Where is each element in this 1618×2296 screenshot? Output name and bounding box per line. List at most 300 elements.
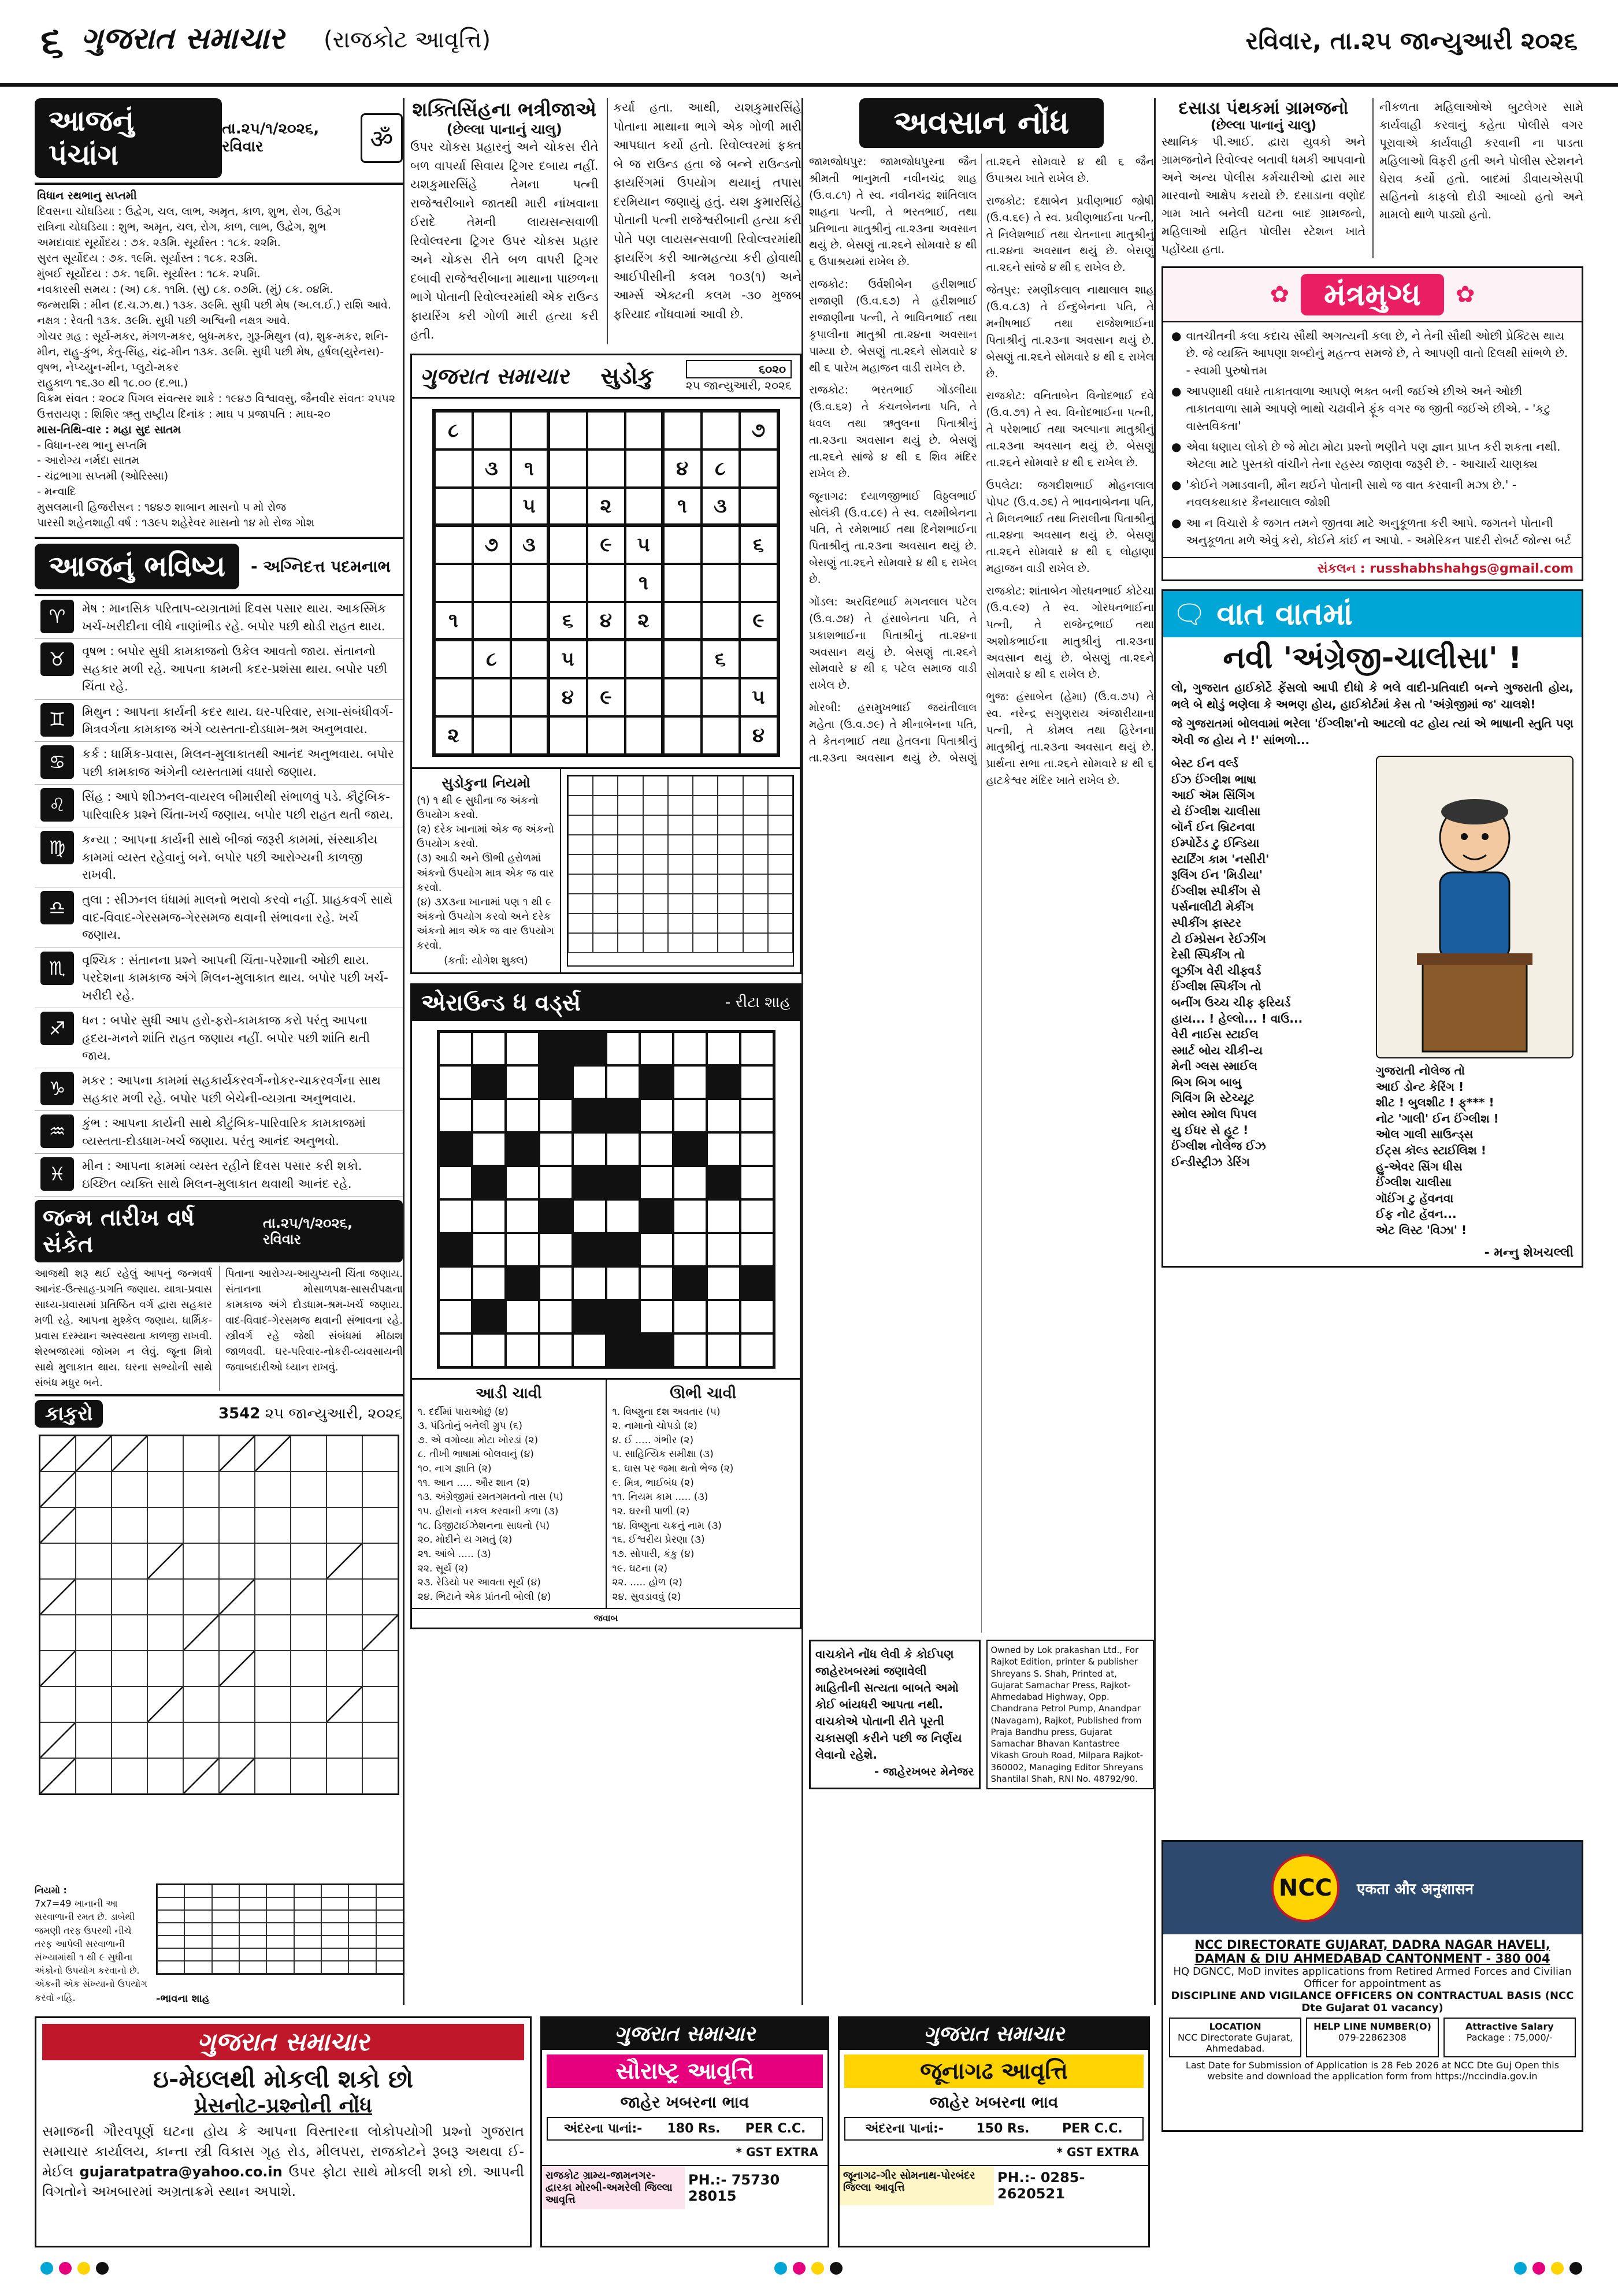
- sudoku-cell[interactable]: [625, 678, 663, 716]
- sudoku-cell[interactable]: [587, 564, 625, 602]
- kakuro-cell[interactable]: [183, 1507, 219, 1543]
- crossword-cell[interactable]: [472, 1233, 506, 1266]
- kakuro-cell[interactable]: [219, 1722, 255, 1758]
- crossword-cell[interactable]: [539, 1132, 573, 1166]
- crossword-cell[interactable]: [439, 1032, 472, 1065]
- crossword-cell[interactable]: [673, 1199, 707, 1233]
- kakuro-cell[interactable]: [76, 1507, 112, 1543]
- kakuro-answer-cell: [348, 1948, 376, 1961]
- sudoku-cell[interactable]: [587, 449, 625, 488]
- sudoku-cell[interactable]: ૬: [549, 602, 587, 640]
- scorpio-icon: ♏: [40, 952, 74, 985]
- sudoku-rule: (૧) ૧ થી ૯ સુધીના જ અંકનો ઉપયોગ કરવો.: [417, 794, 539, 821]
- crossword-cell[interactable]: [573, 1065, 606, 1099]
- sudoku-cell[interactable]: [702, 526, 740, 564]
- kakuro-cell[interactable]: [255, 1686, 291, 1722]
- sudoku-cell[interactable]: ૮: [702, 449, 740, 488]
- crossword-cell[interactable]: [640, 1166, 673, 1199]
- kakuro-cell[interactable]: [112, 1686, 147, 1722]
- crossword-cell[interactable]: [740, 1166, 774, 1199]
- crossword-cell[interactable]: [439, 1099, 472, 1132]
- sudoku-cell[interactable]: [625, 449, 663, 488]
- crossword-cell[interactable]: [606, 1132, 640, 1166]
- sudoku-cell[interactable]: ૬: [702, 640, 740, 678]
- crossword-cell[interactable]: [573, 1199, 606, 1233]
- crossword-cell[interactable]: [673, 1099, 707, 1132]
- crossword-cell[interactable]: [506, 1233, 539, 1266]
- kakuro-cell[interactable]: [112, 1543, 147, 1579]
- sudoku-cell[interactable]: [473, 716, 511, 755]
- crossword-cell[interactable]: [673, 1233, 707, 1266]
- sudoku-cell[interactable]: [740, 449, 778, 488]
- sudoku-cell[interactable]: ૨: [587, 488, 625, 526]
- sudoku-cell[interactable]: [473, 564, 511, 602]
- crossword-cell[interactable]: [439, 1300, 472, 1333]
- across-clue: ૭. એ વગોવ્યા મોટા ખોરડાં (૨): [418, 1434, 539, 1446]
- panchang-line: - ચંદ્રભાગા સપ્તમી (ઓરિસ્સા): [37, 470, 169, 483]
- sudoku-answer-cell: [718, 796, 743, 815]
- down-clue: ૧. વિષ્ણુના દશ અવતાર (૫): [612, 1406, 721, 1418]
- sudoku-cell[interactable]: ૭: [473, 526, 511, 564]
- crossword-cell[interactable]: [539, 1099, 573, 1132]
- crossword-cell[interactable]: [640, 1099, 673, 1132]
- crossword-cell[interactable]: [472, 1032, 506, 1065]
- crossword-cell[interactable]: [606, 1266, 640, 1300]
- crossword-block: [573, 1233, 606, 1266]
- sudoku-answer-cell: [768, 796, 793, 815]
- crossword-cell[interactable]: [707, 1266, 740, 1300]
- sudoku-answer-cell: [593, 796, 618, 815]
- kakuro-cell[interactable]: [326, 1507, 362, 1543]
- sudoku-cell[interactable]: [549, 488, 587, 526]
- crossword-cell[interactable]: [707, 1199, 740, 1233]
- kakuro-cell[interactable]: [255, 1507, 291, 1543]
- panchang-line: ઉત્તરાયણ : શિશિર ઋતુ રાષ્ટ્રીય દિનાંક : માઘ ૫ પ્રજાપતિ : માઘ-૨૦: [37, 407, 331, 421]
- sudoku-cell[interactable]: ૯: [587, 678, 625, 716]
- verse-line: બેસ્ટ ઈન વર્લ્ડ: [1171, 756, 1238, 770]
- sudoku-cell[interactable]: [511, 716, 549, 755]
- crossword-cell[interactable]: [439, 1266, 472, 1300]
- sudoku-cell[interactable]: ૯: [587, 526, 625, 564]
- kakuro-cell[interactable]: [112, 1758, 147, 1794]
- crossword-grid[interactable]: [437, 1030, 775, 1369]
- crossword-cell[interactable]: [707, 1099, 740, 1132]
- kakuro-cell[interactable]: [255, 1543, 291, 1579]
- crossword-cell[interactable]: [673, 1166, 707, 1199]
- rate-phone[interactable]: PH.:- 0285-2620521: [997, 2169, 1085, 2202]
- sudoku-cell[interactable]: ૪: [740, 716, 778, 755]
- sudoku-cell[interactable]: ૯: [740, 602, 778, 640]
- kakuro-cell[interactable]: [362, 1758, 398, 1794]
- sudoku-cell[interactable]: [473, 602, 511, 640]
- kakuro-cell[interactable]: [40, 1543, 76, 1579]
- sudoku-cell[interactable]: ૫: [625, 526, 663, 564]
- sudoku-cell[interactable]: [587, 640, 625, 678]
- sudoku-cell[interactable]: ૫: [740, 678, 778, 716]
- crossword-cell[interactable]: [573, 1266, 606, 1300]
- crossword-cell[interactable]: [740, 1333, 774, 1367]
- sudoku-cell[interactable]: [663, 411, 702, 449]
- sudoku-cell[interactable]: [473, 678, 511, 716]
- crossword-cell[interactable]: [472, 1199, 506, 1233]
- across-clues: [418, 1405, 600, 1604]
- sudoku-cell[interactable]: ૧: [625, 564, 663, 602]
- sudoku-cell[interactable]: [663, 678, 702, 716]
- crossword-cell[interactable]: [740, 1300, 774, 1333]
- sudoku-cell[interactable]: [435, 640, 473, 678]
- sudoku-cell[interactable]: [663, 716, 702, 755]
- sudoku-cell[interactable]: ૩: [511, 526, 549, 564]
- kakuro-cell[interactable]: [326, 1436, 362, 1472]
- sudoku-cell[interactable]: [511, 564, 549, 602]
- sudoku-cell[interactable]: [625, 411, 663, 449]
- crossword-cell[interactable]: [707, 1032, 740, 1065]
- kakuro-cell[interactable]: [112, 1472, 147, 1507]
- kakuro-cell[interactable]: [183, 1651, 219, 1686]
- kakuro-cell[interactable]: [147, 1579, 183, 1615]
- crossword-cell[interactable]: [740, 1233, 774, 1266]
- kakuro-cell[interactable]: [147, 1651, 183, 1686]
- sudoku-cell[interactable]: [702, 411, 740, 449]
- sudoku-cell[interactable]: ૪: [587, 602, 625, 640]
- kakuro-cell[interactable]: [291, 1615, 326, 1651]
- sudoku-cell[interactable]: [435, 449, 473, 488]
- magenta-dot: [793, 2262, 806, 2275]
- kakuro-cell[interactable]: [112, 1615, 147, 1651]
- edition-label: (રાજકોટ આવૃત્તિ): [324, 27, 491, 53]
- sudoku-cell[interactable]: ૬: [740, 526, 778, 564]
- obituary-entry: જેતપુર: રમણીકલાલ નાથાલાલ શાહ (ઉ.વ.૮૩) તે ઈન્દુબેનના પતિ, તે મનીષભાઈ તથા રાજેશભાઈના પિતાશ્રીનું તા.૨૩ના અવસાન થયું છે. બેસણું તા.૨૬ને સોમવારે ૪ થી ૬ રાખેલ છે.: [986, 284, 1154, 380]
- sudoku-cell[interactable]: [435, 526, 473, 564]
- crossword-block: [539, 1199, 573, 1233]
- chat-icon: 🗨: [1172, 598, 1207, 630]
- aquarius-icon: ♒: [40, 1114, 74, 1148]
- kakuro-cell[interactable]: [219, 1686, 255, 1722]
- kakuro-clue-cell: [219, 1436, 255, 1472]
- bullet-icon: ●: [1171, 440, 1182, 454]
- kakuro-clue-cell: [40, 1507, 76, 1543]
- registration-marks-left: [40, 2262, 109, 2275]
- crossword-cell[interactable]: [472, 1099, 506, 1132]
- kakuro-cell[interactable]: [255, 1651, 291, 1686]
- sudoku-answer-cell: [718, 815, 743, 835]
- black-dot: [830, 2262, 843, 2275]
- crossword-cell[interactable]: [673, 1300, 707, 1333]
- kakuro-cell[interactable]: [112, 1651, 147, 1686]
- panchang-line: વિક્રમ સંવત : ૨૦૮૨ પિંગલ સંવત્સર શાકે : ૧૯૪૭ વિશ્વાવસુ, જૈનવીર સંવતઃ ૨૫૫૨: [37, 392, 396, 405]
- kakuro-cell[interactable]: [40, 1686, 76, 1722]
- gst-note: * GST EXTRA: [736, 2145, 818, 2159]
- crossword-cell[interactable]: [606, 1032, 640, 1065]
- kakuro-cell[interactable]: [183, 1579, 219, 1615]
- email-ad-address[interactable]: gujaratpatra@yahoo.co.in: [79, 2163, 283, 2180]
- kakuro-cell[interactable]: [147, 1615, 183, 1651]
- verse-line: યુ ઈધર સે હૂટ !: [1171, 1123, 1249, 1137]
- sudoku-answer-cell: [568, 874, 593, 894]
- crossword-cell[interactable]: [673, 1032, 707, 1065]
- kakuro-cell[interactable]: [76, 1579, 112, 1615]
- kakuro-cell[interactable]: [291, 1507, 326, 1543]
- sudoku-cell[interactable]: [663, 602, 702, 640]
- crossword-block: [539, 1065, 573, 1099]
- sudoku-cell[interactable]: [663, 526, 702, 564]
- crossword-cell[interactable]: [539, 1166, 573, 1199]
- kakuro-cell[interactable]: [219, 1507, 255, 1543]
- sudoku-cell[interactable]: [435, 488, 473, 526]
- sudoku-answer-cell: [693, 933, 718, 953]
- kakuro-cell[interactable]: [112, 1722, 147, 1758]
- crossword-cell[interactable]: [506, 1032, 539, 1065]
- kakuro-cell[interactable]: [362, 1507, 398, 1543]
- crossword-cell[interactable]: [539, 1300, 573, 1333]
- across-clue: ૨૪. ભિટાને એક પ્રાંતની બોલી (૪): [418, 1591, 551, 1603]
- kakuro-cell[interactable]: [326, 1758, 362, 1794]
- kakuro-cell[interactable]: [255, 1758, 291, 1794]
- crossword-cell[interactable]: [439, 1166, 472, 1199]
- crossword-cell[interactable]: [707, 1233, 740, 1266]
- vaat-title: વાત વાતમાં: [1216, 596, 1353, 632]
- kakuro-cell[interactable]: [183, 1543, 219, 1579]
- kakuro-cell[interactable]: [326, 1615, 362, 1651]
- kakuro-cell[interactable]: [219, 1615, 255, 1651]
- kakuro-cell[interactable]: [76, 1686, 112, 1722]
- crossword-cell[interactable]: [740, 1132, 774, 1166]
- kakuro-cell[interactable]: [291, 1436, 326, 1472]
- sudoku-cell[interactable]: [663, 564, 702, 602]
- crossword-cell[interactable]: [506, 1300, 539, 1333]
- crossword-cell[interactable]: [439, 1199, 472, 1233]
- sudoku-cell[interactable]: ૩: [702, 488, 740, 526]
- crossword-cell[interactable]: [472, 1266, 506, 1300]
- sudoku-cell[interactable]: [702, 564, 740, 602]
- sudoku-answer-cell: [593, 874, 618, 894]
- crossword-cell[interactable]: [439, 1333, 472, 1367]
- crossword-title: એરાઉન્ડ ધ વર્ડ્સ: [421, 989, 581, 1016]
- kakuro-cell[interactable]: [76, 1615, 112, 1651]
- sudoku-cell[interactable]: ૫: [549, 640, 587, 678]
- sudoku-cell[interactable]: [740, 640, 778, 678]
- sudoku-answer-cell: [643, 835, 668, 855]
- crossword-cell[interactable]: [472, 1333, 506, 1367]
- verse-line: ગુજરાતી નોલેજ તો: [1376, 1064, 1465, 1078]
- sudoku-cell[interactable]: [511, 678, 549, 716]
- kakuro-cell[interactable]: [76, 1651, 112, 1686]
- kakuro-cell[interactable]: [147, 1436, 183, 1472]
- sudoku-cell[interactable]: [549, 449, 587, 488]
- kakuro-cell[interactable]: [255, 1615, 291, 1651]
- sudoku-cell[interactable]: [625, 640, 663, 678]
- crossword-cell[interactable]: [506, 1166, 539, 1199]
- kakuro-cell[interactable]: [362, 1472, 398, 1507]
- crossword-cell[interactable]: [573, 1333, 606, 1367]
- sudoku-cell[interactable]: [549, 526, 587, 564]
- crossword-cell[interactable]: [573, 1132, 606, 1166]
- rate-subtitle: જાહેર ખબરના ભાવ: [929, 2093, 1059, 2112]
- kakuro-cell[interactable]: [183, 1436, 219, 1472]
- crossword-cell[interactable]: [439, 1065, 472, 1099]
- kakuro-cell[interactable]: [326, 1472, 362, 1507]
- kakuro-cell[interactable]: [255, 1722, 291, 1758]
- sudoku-cell[interactable]: [587, 411, 625, 449]
- crossword-cell[interactable]: [740, 1199, 774, 1233]
- crossword-block: [640, 1065, 673, 1099]
- sudoku-cell[interactable]: ૨: [435, 716, 473, 755]
- crossword-cell[interactable]: [640, 1266, 673, 1300]
- crossword-cell[interactable]: [740, 1065, 774, 1099]
- kakuro-cell[interactable]: [147, 1507, 183, 1543]
- sudoku-cell[interactable]: [511, 411, 549, 449]
- kakuro-cell[interactable]: [183, 1722, 219, 1758]
- crossword-cell[interactable]: [740, 1099, 774, 1132]
- sudoku-cell[interactable]: [702, 602, 740, 640]
- sudoku-cell[interactable]: ૧: [435, 602, 473, 640]
- kakuro-cell[interactable]: [76, 1758, 112, 1794]
- sudoku-cell[interactable]: [435, 564, 473, 602]
- crossword-cell[interactable]: [640, 1132, 673, 1166]
- crossword-cell[interactable]: [640, 1300, 673, 1333]
- verse-line: શીટ ! બુલશીટ ! ફ્*** !: [1376, 1095, 1494, 1110]
- sudoku-cell[interactable]: ૮: [473, 640, 511, 678]
- crossword-cell[interactable]: [707, 1300, 740, 1333]
- sudoku-cell[interactable]: ૫: [511, 488, 549, 526]
- rasi-text: વૃષભ : બપોર સુધી કામકાજનો ઉકેલ આવતો જાય. સંતાનનો સહકાર મળી રહે. આપના કામની કદર-પ્રશંસા થાય. બપોર પછી ચિંતા રહે.: [82, 644, 387, 694]
- crossword-cell[interactable]: [740, 1032, 774, 1065]
- crossword-cell[interactable]: [640, 1032, 673, 1065]
- sudoku-cell[interactable]: ૩: [473, 449, 511, 488]
- kakuro-cell[interactable]: [219, 1472, 255, 1507]
- kakuro-cell[interactable]: [291, 1579, 326, 1615]
- crossword-cell[interactable]: [506, 1099, 539, 1132]
- kakuro-cell[interactable]: [112, 1507, 147, 1543]
- crossword-cell[interactable]: [673, 1065, 707, 1099]
- sudoku-answer-cell: [618, 933, 643, 953]
- kakuro-cell[interactable]: [362, 1722, 398, 1758]
- sudoku-cell[interactable]: [511, 602, 549, 640]
- obituary-list: [809, 154, 1154, 1633]
- contact-email[interactable]: russhabhshahgs@gmail.com: [1370, 562, 1574, 576]
- sudoku-cell[interactable]: ૧: [511, 449, 549, 488]
- sudoku-cell[interactable]: ૭: [740, 411, 778, 449]
- crossword-cell[interactable]: [506, 1065, 539, 1099]
- kakuro-cell[interactable]: [362, 1686, 398, 1722]
- sudoku-cell[interactable]: [473, 488, 511, 526]
- panchang-line: નક્ષત્ર : રેવતી ૧૩ક. ૩૯મિ. સુધી પછી અશ્વિની નક્ષત્ર આવે.: [37, 314, 290, 327]
- panchang-line: સુરત સૂર્યોદય : ૭ક. ૧૯મિ. સૂર્યાસ્ત : ૧૮ક. ૨૩મિ.: [37, 251, 258, 265]
- kakuro-cell[interactable]: [291, 1472, 326, 1507]
- sudoku-cell[interactable]: [625, 716, 663, 755]
- kakuro-clue-cell: [219, 1758, 255, 1794]
- kakuro-cell[interactable]: [255, 1472, 291, 1507]
- sudoku-cell[interactable]: ૨: [625, 602, 663, 640]
- kakuro-cell[interactable]: [76, 1543, 112, 1579]
- sudoku-answer-cell: [593, 835, 618, 855]
- sudoku-cell[interactable]: [435, 678, 473, 716]
- kakuro-cell[interactable]: [183, 1472, 219, 1507]
- crossword-cell[interactable]: [539, 1233, 573, 1266]
- kakuro-cell[interactable]: [76, 1722, 112, 1758]
- kakuro-answer-cell: [348, 1961, 376, 1974]
- crossword-cell[interactable]: [472, 1132, 506, 1166]
- sudoku-cell[interactable]: [549, 564, 587, 602]
- crossword-cell[interactable]: [606, 1199, 640, 1233]
- sudoku-cell[interactable]: [702, 678, 740, 716]
- across-clue: ૧૫. હીરાનો નકલ કરવાની કળા (૩): [418, 1506, 559, 1518]
- kakuro-cell[interactable]: [40, 1615, 76, 1651]
- sudoku-cell[interactable]: ૧: [663, 488, 702, 526]
- sudoku-cell[interactable]: [702, 716, 740, 755]
- kakuro-cell[interactable]: [326, 1722, 362, 1758]
- rate-phone[interactable]: PH.:- 75730 28015: [688, 2171, 780, 2204]
- crossword-box: [410, 983, 801, 1629]
- kakuro-cell[interactable]: [291, 1722, 326, 1758]
- sudoku-rule: (૪) ૩X૩ના ખાનામાં પણ ૧ થી ૯ અંકનો ઉપયોગ કરવો અને દરેક અંકનો માત્ર એક જ વાર ઉપયોગ કરવો.: [417, 896, 554, 952]
- sudoku-cell[interactable]: [663, 640, 702, 678]
- kakuro-cell[interactable]: [291, 1758, 326, 1794]
- kakuro-cell[interactable]: [147, 1472, 183, 1507]
- sudoku-cell[interactable]: ૪: [663, 449, 702, 488]
- kakuro-cell[interactable]: [147, 1722, 183, 1758]
- sudoku-cell[interactable]: [473, 411, 511, 449]
- kakuro-answer-cell: [376, 1885, 403, 1897]
- sudoku-number: ૬૦૨૦: [686, 360, 792, 378]
- crossword-cell[interactable]: [606, 1065, 640, 1099]
- kakuro-cell[interactable]: [362, 1543, 398, 1579]
- crossword-cell[interactable]: [539, 1266, 573, 1300]
- sudoku-answer-cell: [718, 855, 743, 874]
- crossword-cell[interactable]: [506, 1199, 539, 1233]
- crossword-author: - રીટા શાહ: [725, 994, 791, 1012]
- kakuro-cell[interactable]: [326, 1579, 362, 1615]
- kakuro-cell[interactable]: [291, 1543, 326, 1579]
- sudoku-cell[interactable]: ૪: [549, 678, 587, 716]
- sudoku-cell[interactable]: [740, 488, 778, 526]
- sudoku-cell[interactable]: [549, 716, 587, 755]
- crossword-cell[interactable]: [707, 1132, 740, 1166]
- kakuro-cell[interactable]: [112, 1579, 147, 1615]
- crossword-cell[interactable]: [539, 1333, 573, 1367]
- kakuro-cell[interactable]: [76, 1472, 112, 1507]
- kakuro-cell[interactable]: [326, 1651, 362, 1686]
- down-clue: ૧૭. સોપારી, કંકુ (૪): [612, 1548, 695, 1560]
- crossword-cell[interactable]: [640, 1233, 673, 1266]
- kakuro-cell[interactable]: [362, 1651, 398, 1686]
- kakuro-cell[interactable]: [362, 1436, 398, 1472]
- sudoku-cell[interactable]: [549, 411, 587, 449]
- crossword-cell[interactable]: [506, 1333, 539, 1367]
- kakuro-cell[interactable]: [255, 1579, 291, 1615]
- kakuro-answer-cell: [212, 1961, 239, 1974]
- sudoku-cell[interactable]: ૮: [435, 411, 473, 449]
- kakuro-cell[interactable]: [291, 1651, 326, 1686]
- column-center: [410, 98, 803, 2005]
- verse-line: નોટ 'ગાલી' ઈન ઈંગ્લીશ !: [1376, 1111, 1499, 1125]
- kakuro-cell[interactable]: [291, 1686, 326, 1722]
- registration-marks-right: [1514, 2262, 1582, 2275]
- kakuro-grid[interactable]: [39, 1435, 399, 1795]
- sudoku-cell[interactable]: [587, 716, 625, 755]
- kakuro-cell[interactable]: [147, 1758, 183, 1794]
- sudoku-cell[interactable]: [511, 640, 549, 678]
- crossword-cell[interactable]: [707, 1333, 740, 1367]
- birthday-date: તા.૨૫/૧/૨૦૨૬, રવિવાર: [263, 1215, 353, 1247]
- kakuro-cell[interactable]: [183, 1686, 219, 1722]
- kakuro-cell[interactable]: [219, 1543, 255, 1579]
- sudoku-cell[interactable]: [625, 488, 663, 526]
- crossword-cell[interactable]: [673, 1333, 707, 1367]
- sudoku-cell[interactable]: [740, 564, 778, 602]
- kakuro-cell[interactable]: [362, 1579, 398, 1615]
- sudoku-grid[interactable]: [432, 409, 780, 757]
